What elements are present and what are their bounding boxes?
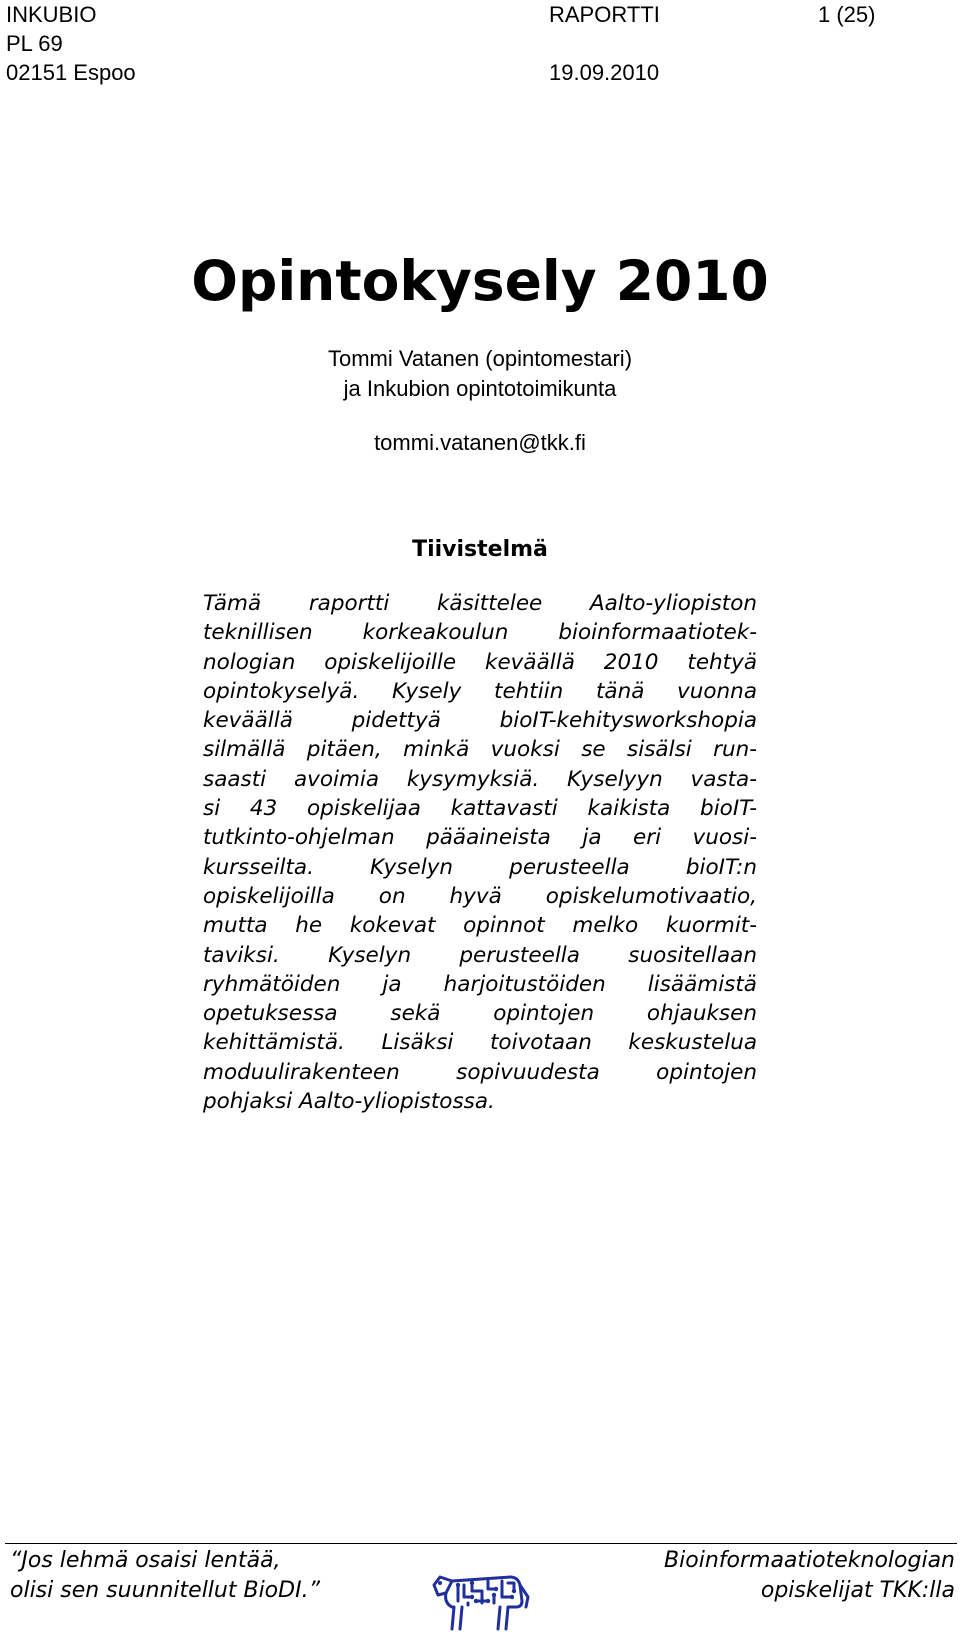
abstract-line: keväällä pidettyä bioIT-kehitysworkshopia	[203, 708, 757, 734]
header-doc-type: RAPORTTI	[549, 2, 660, 27]
header-org	[6, 0, 136, 87]
footer-org-line: Bioinformaatioteknologian	[664, 1548, 955, 1573]
circuit-cow-logo-icon	[432, 1567, 532, 1633]
abstract-line: Tämä raportti käsittelee Aalto-yliopiston	[203, 591, 757, 616]
abstract-line: silmällä pitäen, minkä vuoksi se sisälsi run-	[203, 737, 757, 763]
abstract-body	[203, 589, 757, 1116]
abstract-line: ryhmätöiden ja harjoitustöiden lisäämistä	[203, 971, 757, 997]
header-org-name: INKUBIO	[6, 2, 97, 27]
header-page-number: 1 (25)	[818, 2, 876, 27]
abstract-line: opintokyselyä. Kysely tehtiin tänä vuonna	[203, 678, 757, 704]
abstract-line: tutkinto-ohjelman pääaineista ja eri vuosi-	[203, 825, 757, 851]
abstract-line: saasti avoimia kysymyksiä. Kyselyyn vasta-	[203, 766, 757, 792]
abstract-line: opiskelijoilla on hyvä opiskelumotivaatio,	[203, 883, 757, 909]
footer-org-line: opiskelijat TKK:lla	[760, 1578, 955, 1603]
abstract-line: mutta he kokevat opinnot melko kuormit-	[203, 913, 757, 939]
footer-org	[664, 1546, 955, 1606]
abstract-line: moduulirakenteen sopivuudesta opintojen	[203, 1059, 757, 1085]
abstract-line: kursseilta. Kyselyn perusteella bioIT:n	[203, 854, 757, 880]
page-title: Opintokysely 2010	[191, 249, 769, 313]
abstract-line: opetuksessa sekä opintojen ohjauksen	[203, 1001, 757, 1027]
header-doc-info	[549, 0, 660, 87]
abstract-line: kehittämistä. Lisäksi toivotaan keskustelua	[203, 1030, 757, 1056]
abstract-line: taviksi. Kyselyn perusteella suositellaan	[203, 942, 757, 968]
abstract-line: pohjaksi Aalto-yliopistossa.	[203, 1089, 495, 1115]
abstract-line: nologian opiskelijoille keväällä 2010 tehtyä	[203, 649, 757, 675]
footer-quote-line: “Jos lehmä osaisi lentää,	[10, 1548, 281, 1573]
header-org-city: 02151 Espoo	[6, 60, 136, 85]
abstract-line: si 43 opiskelijaa kattavasti kaikista bioIT-	[203, 796, 757, 822]
footer-quote-line: olisi sen suunnitellut BioDI.”	[10, 1578, 320, 1603]
author-line: Tommi Vatanen (opintomestari)	[327, 346, 633, 371]
footer-quote	[10, 1546, 320, 1606]
author-committee-line: ja Inkubion opintotoimikunta	[343, 376, 617, 401]
author-email: tommi.vatanen@tkk.fi	[374, 430, 586, 455]
abstract-line: teknillisen korkeakoulun bioinformaatiotek-	[203, 620, 757, 646]
abstract-heading: Tiivistelmä	[412, 537, 548, 562]
header-org-po-box: PL 69	[6, 31, 63, 56]
header-date: 19.09.2010	[549, 60, 660, 85]
footer-divider	[5, 1543, 957, 1544]
